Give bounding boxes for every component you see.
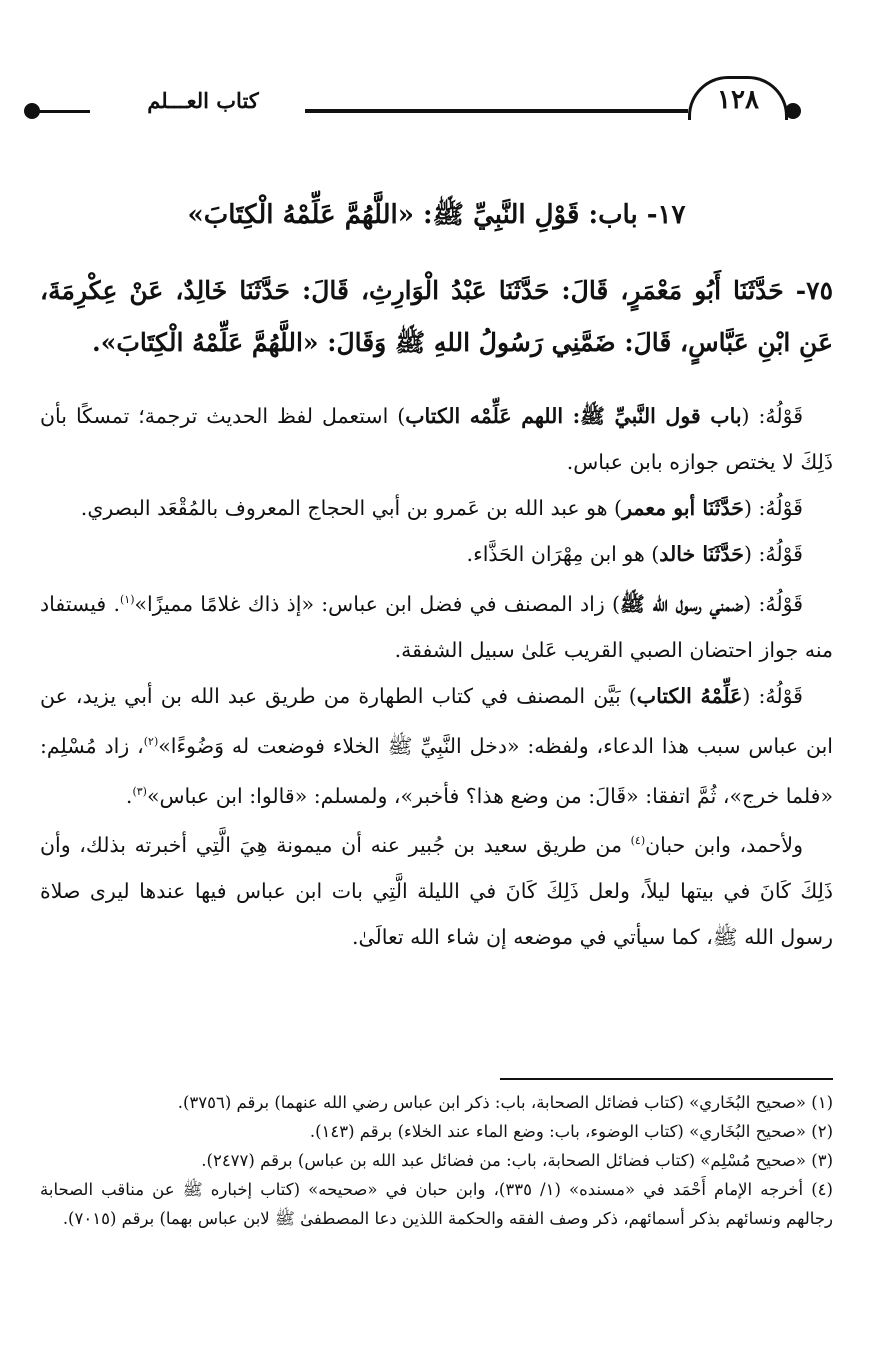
commentary-paragraph: [40, 531, 833, 577]
commentary-body: ) هو ابن مِهْرَان الحَذَّاء.: [466, 542, 660, 566]
commentary-quote: عَلِّمْهُ الكتاب: [636, 683, 743, 708]
commentary-paragraph: [40, 485, 833, 531]
commentary-lead: قَوْلُهُ: (: [743, 496, 803, 520]
header-right-dot: [785, 103, 801, 119]
commentary-body: ، زاد مُسْلِم: «فلما خرج»، ثُمَّ اتفقا: «قَالَ: من وضع هذا؟ فأخبر»، ولمسلم: «قالوا: ابن عباس»: [40, 733, 833, 808]
footnote-ref[interactable]: (١): [119, 593, 135, 606]
header-left-rule: [38, 110, 90, 113]
footnote-ref[interactable]: (٤): [630, 834, 646, 848]
commentary-quote: ضمني رسول الله ﷺ: [619, 591, 744, 616]
commentary-body: من طريق سعيد بن جُبير عنه أن ميمونة هِيَ الَّتِي أخبرته بذلك، وأن ذَلِكَ كَانَ في بيتها ليلاً، ولعل ذَلِكَ كَانَ في الليلة الَّتِي بات ابن عباس فيها عندها ليرى صلاة رسول الله ﷺ، كما سيأتي في موضعه إن شاء الله تعالَىٰ.: [40, 833, 833, 950]
page-header: [0, 0, 873, 140]
commentary-body: ) استعمل لفظ الحديث ترجمة؛ تمسكًا بأن ذَلِكَ لا يختص جوازه بابن عباس.: [40, 404, 833, 474]
commentary-quote: حَدَّثَنَا أبو معمر: [622, 496, 744, 520]
commentary-quote: حَدَّثَنَا خالد: [659, 542, 744, 566]
footnotes: [40, 1088, 833, 1233]
commentary-lead: قَوْلُهُ: (: [741, 404, 803, 428]
footnote-item: (٣) «صحيح مُسْلِم» (كتاب فضائل الصحابة، باب: من فضائل عبد الله بن عباس) برقم (٢٤٧٧).: [201, 1151, 833, 1170]
footnote-ref[interactable]: (٢): [143, 734, 159, 748]
footnote-item: (٢) «صحيح البُخَاري» (كتاب الوضوء، باب: وضع الماء عند الخلاء) برقم (١٤٣).: [309, 1122, 833, 1141]
commentary-body: .: [125, 783, 133, 808]
commentary-body: ) بَيَّن المصنف في كتاب الطهارة من طريق عبد الله بن أبي يزيد، عن ابن عباس سبب هذا الدعاء، ولفظه: «دخل النَّبِيِّ ﷺ الخلاء فوضعت له وَضُوءًا»: [40, 683, 833, 758]
footnote-item: (٤) أخرجه الإمام أَحْمَد في «مسنده» (١/ ٣٣٥)، وابن حبان في «صحيحه» (كتاب إخباره ﷺ عن مناقب الصحابة رجالهم ونسائهم بذكر أسمائهم، ذكر وصف الفقه والحكمة اللذين دعا المصطفىٰ ﷺ لابن عباس بهما) برقم (٧٠١٥).: [40, 1180, 833, 1228]
footnote-ref[interactable]: (٣): [132, 784, 147, 798]
page-number: ١٢٨: [717, 84, 759, 115]
commentary-body: ) هو عبد الله بن عَمرو بن أبي الحجاج المعروف بالمُقْعَد البصري.: [80, 496, 623, 520]
footnote-item: (١) «صحيح البُخَاري» (كتاب فضائل الصحابة، باب: ذكر ابن عباس رضي الله عنهما) برقم (٣٧٥٦).: [177, 1093, 833, 1112]
commentary-paragraph: [40, 673, 833, 819]
commentary-lead: ولأحمد، وابن حبان: [645, 833, 803, 858]
main-text: [40, 195, 833, 960]
commentary-paragraph: [40, 393, 833, 485]
chapter-heading: ١٧- باب: قَوْلِ النَّبِيِّ ﷺ: «اللَّهُمَّ عَلِّمْهُ الْكِتَابَ»: [187, 200, 686, 230]
commentary-lead: قَوْلُهُ: (: [743, 591, 803, 616]
commentary-body: ) زاد المصنف في فضل ابن عباس: «إذ ذاك غلامًا مميزًا»: [134, 591, 620, 616]
commentary-paragraph: [40, 818, 833, 960]
commentary-quote: باب قول النَّبيِّ ﷺ: اللهم عَلِّمْه الكتاب: [405, 404, 742, 428]
footnote-separator: [500, 1078, 833, 1080]
page-number-tab: [688, 76, 788, 120]
commentary-body: . فيستفاد منه جواز احتضان الصبي القريب عَلىٰ سبيل الشفقة.: [40, 591, 833, 662]
commentary-lead: قَوْلُهُ: (: [742, 683, 803, 708]
book-title: كتاب العـــلم: [147, 88, 259, 113]
hadith-text: ٧٥- حَدَّثَنَا أَبُو مَعْمَرٍ، قَالَ: حَدَّثَنَا عَبْدُ الْوَارِثِ، قَالَ: حَدَّثَنَا خَالِدٌ، عَنْ عِكْرِمَةَ، عَنِ ابْنِ عَبَّاسٍ، قَالَ: ضَمَّنِي رَسُولُ اللهِ ﷺ وَقَالَ: «اللَّهُمَّ عَلِّمْهُ الْكِتَابَ».: [40, 276, 833, 357]
commentary-lead: قَوْلُهُ: (: [743, 542, 803, 566]
commentary-paragraph: [40, 577, 833, 673]
header-rule: [305, 109, 688, 113]
